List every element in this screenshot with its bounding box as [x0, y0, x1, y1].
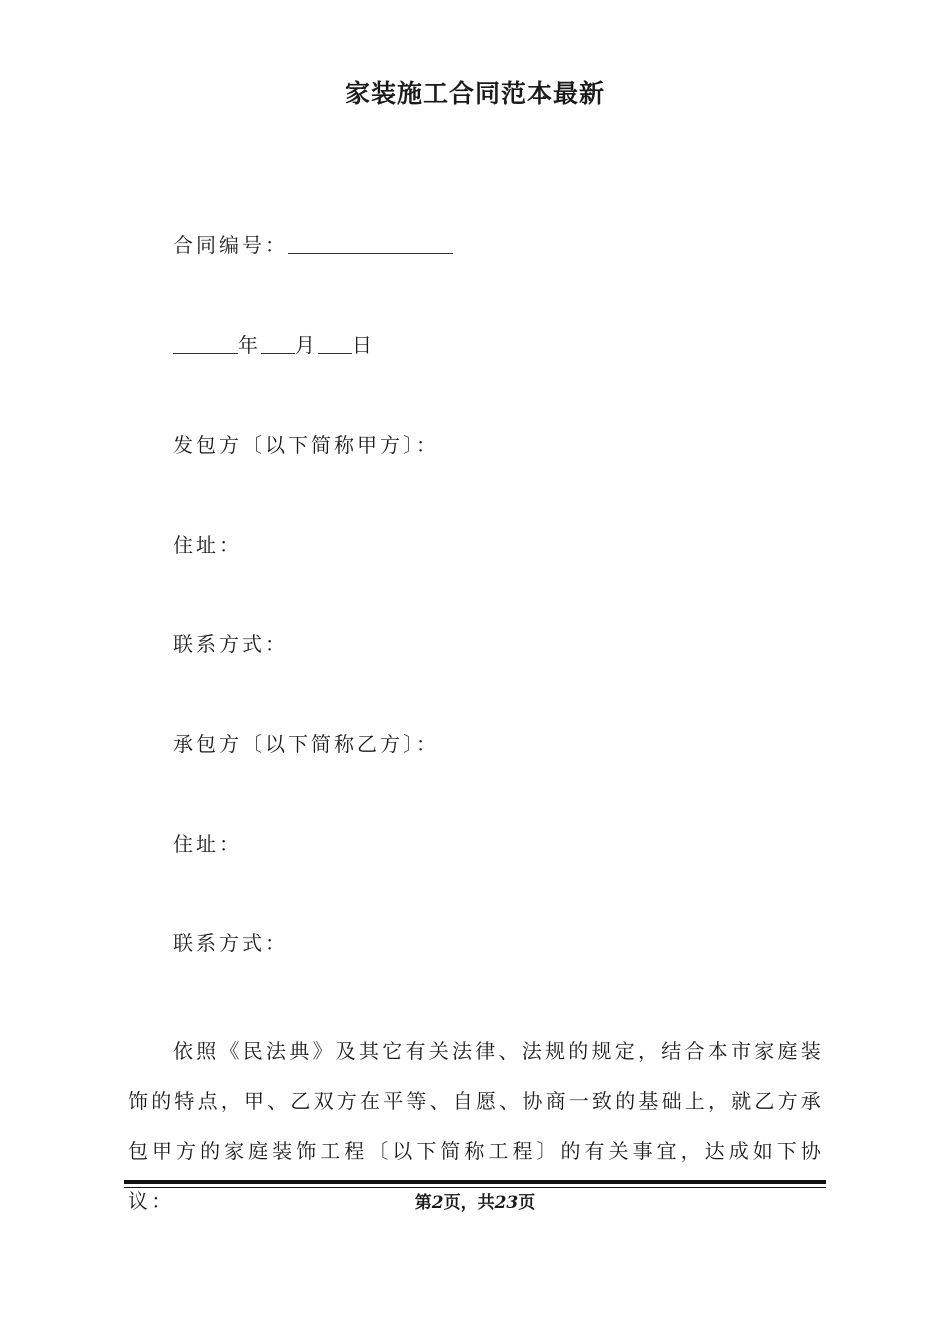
- day-label: 日: [352, 333, 375, 357]
- agreement-paragraph: 依照《民法典》及其它有关法律、法规的规定，结合本市家庭装饰的特点，甲、乙双方在平等、自愿、协商一致的基础上，就乙方承包甲方的家庭装饰工程〔以下简称工程〕的有关事宜，达成如下协议：: [128, 1039, 824, 1213]
- page-prefix: 第: [414, 1193, 432, 1213]
- total-pages: 23: [494, 1193, 519, 1213]
- document-title: 家装施工合同范本最新: [344, 79, 605, 108]
- contract-number-line: [173, 231, 453, 259]
- party-b-contact: 联系方式：: [173, 931, 288, 955]
- party-a-address: 住址：: [173, 533, 242, 557]
- page-number: 2: [431, 1193, 444, 1213]
- date-line: [173, 331, 375, 359]
- page-suffix: 页: [518, 1193, 536, 1213]
- day-blank: [318, 333, 352, 354]
- party-b-address: 住址：: [173, 832, 242, 856]
- page-middle: 页，共: [443, 1193, 495, 1213]
- month-label: 月: [295, 333, 318, 357]
- party-a-heading: 发包方〔以下简称甲方〕：: [173, 433, 439, 457]
- month-blank: [261, 333, 295, 354]
- contract-number-label: 合同编号：: [173, 233, 288, 257]
- year-label: 年: [238, 333, 261, 357]
- footer-rule-thick: [124, 1180, 826, 1184]
- party-a-contact: 联系方式：: [173, 632, 288, 656]
- year-blank: [173, 333, 238, 354]
- contract-number-blank: [288, 233, 453, 254]
- party-b-heading: 承包方〔以下简称乙方〕：: [173, 732, 439, 756]
- page-footer: [0, 1188, 950, 1213]
